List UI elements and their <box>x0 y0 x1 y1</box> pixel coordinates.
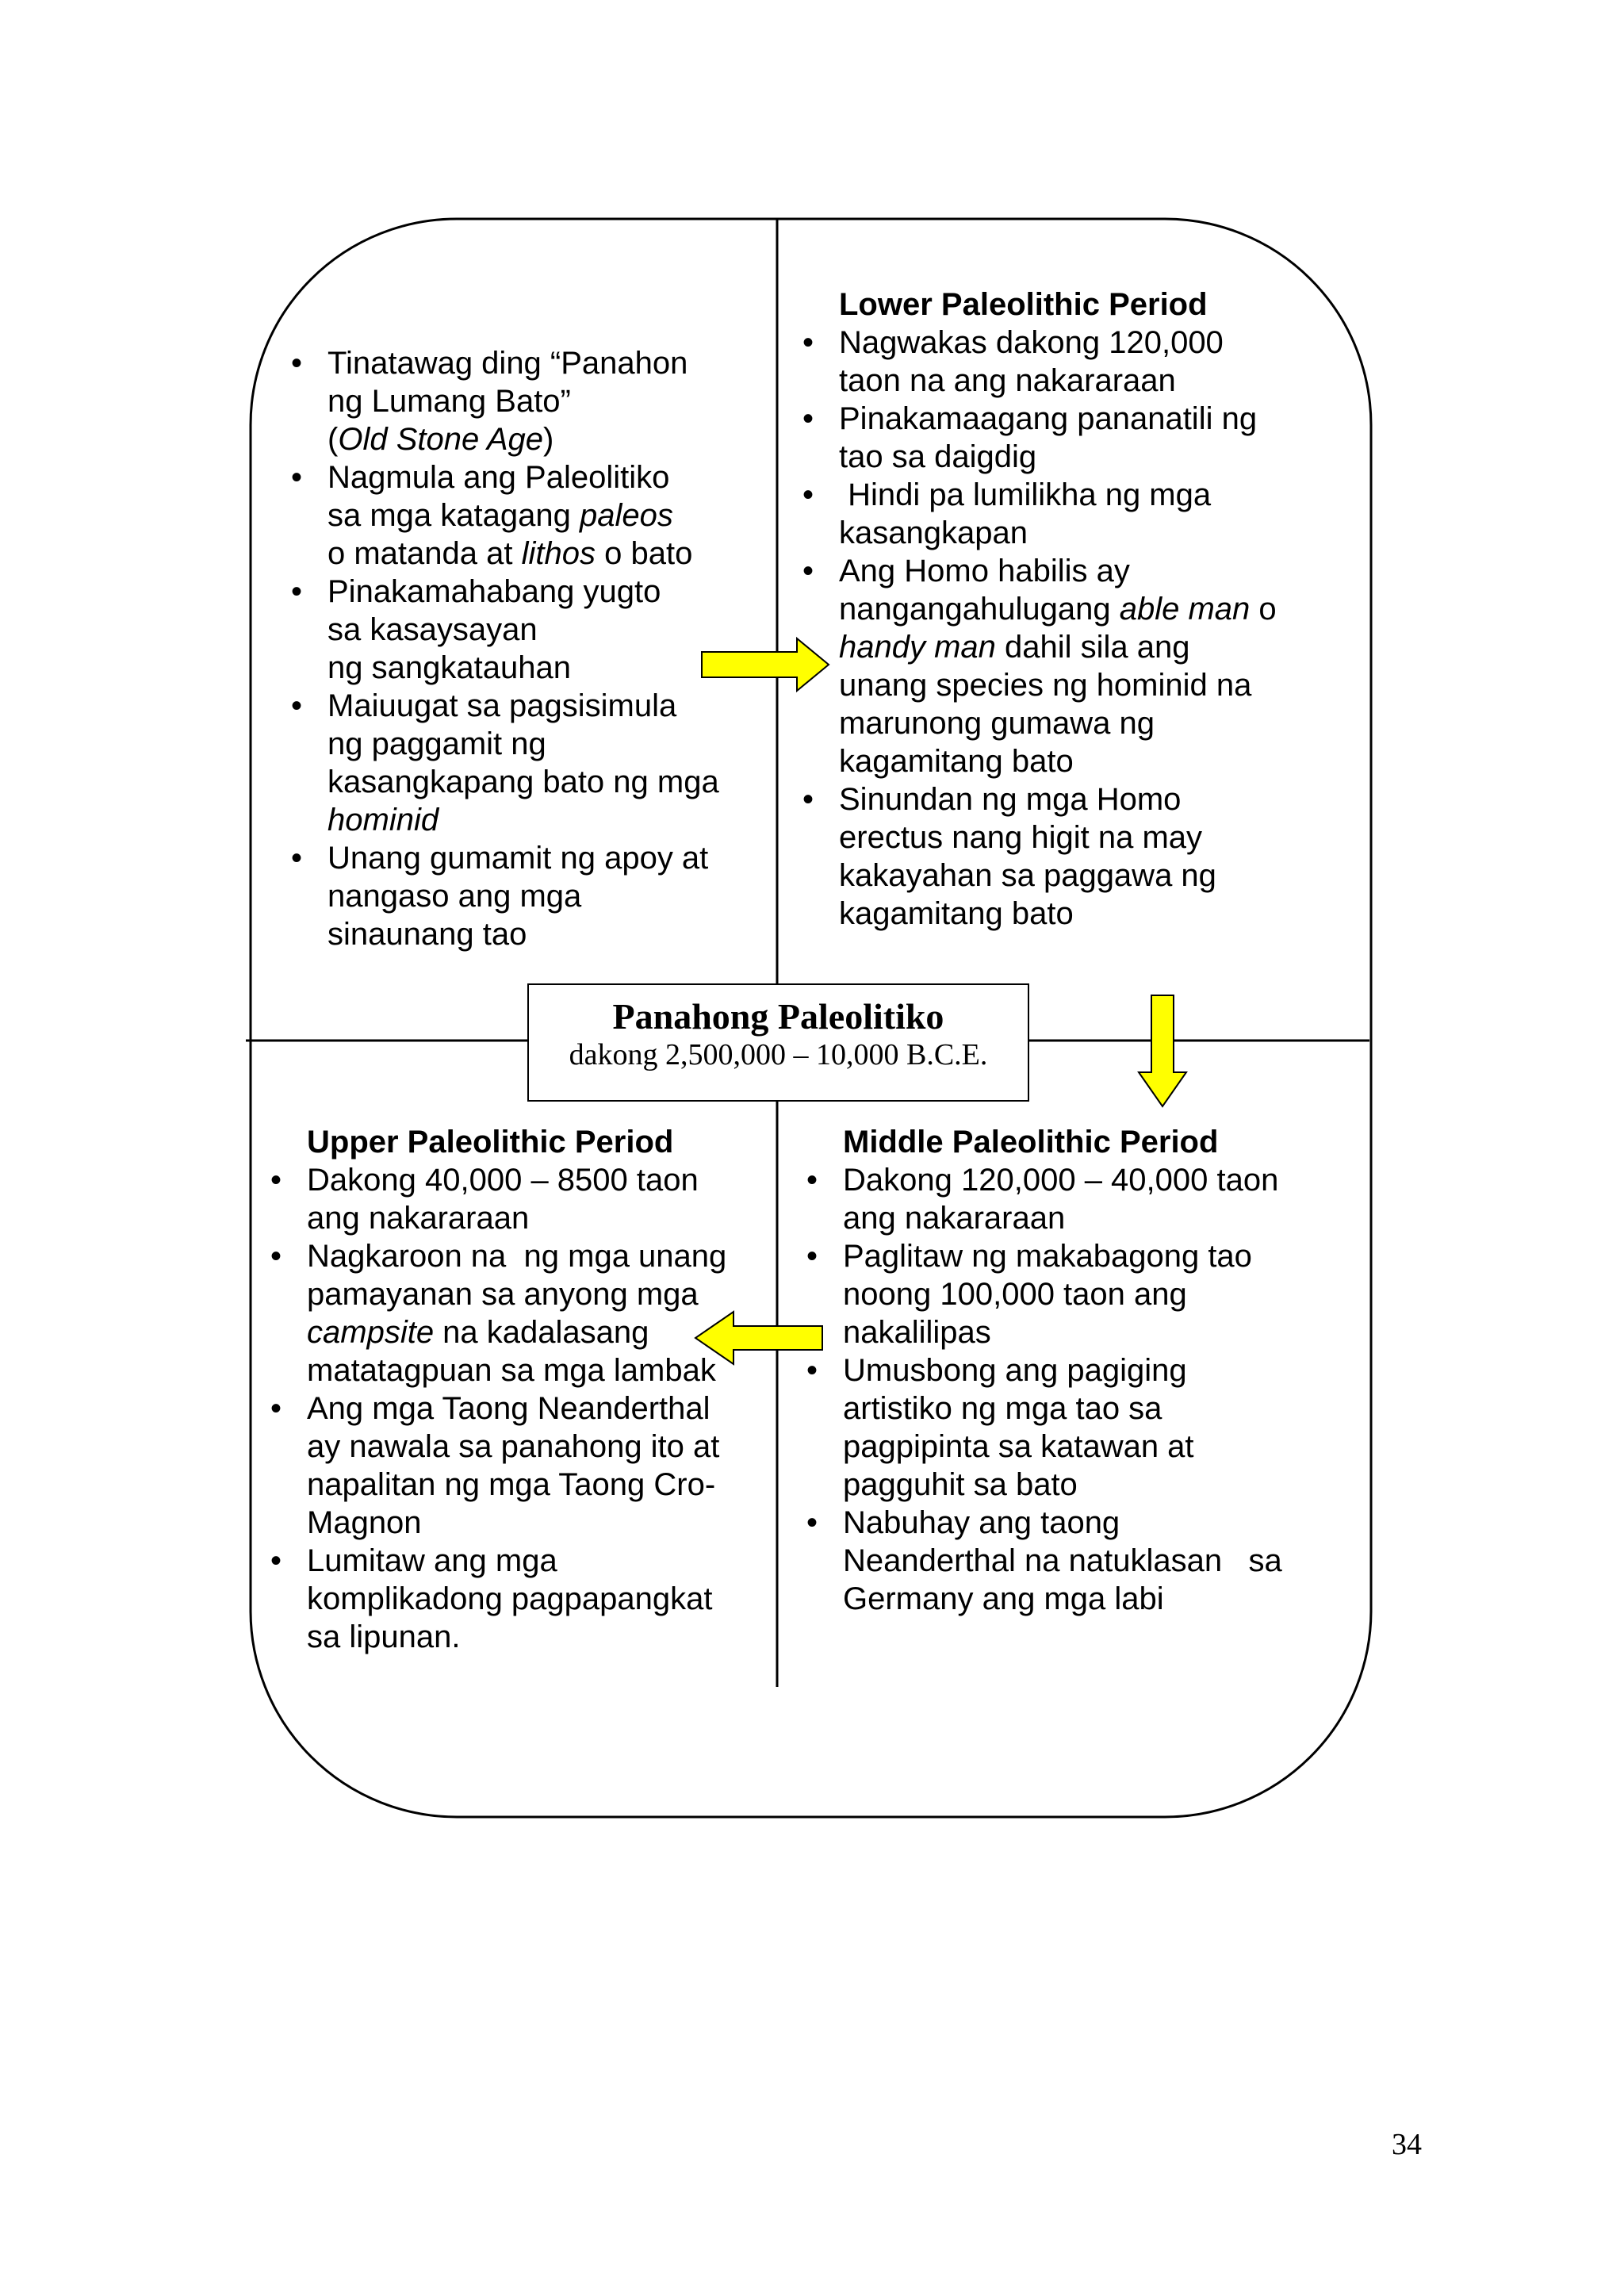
item-line: kagamitang bato <box>839 744 1074 779</box>
page-number: 34 <box>1392 2128 1422 2161</box>
list-item <box>839 476 1358 552</box>
item-line: marunong gumawa ng <box>839 706 1155 741</box>
item-line: pagguhit sa bato <box>843 1467 1078 1502</box>
item-line: kasangkapang bato ng mga <box>327 765 719 799</box>
list-item <box>327 458 759 573</box>
item-line: kagamitang bato <box>839 896 1074 931</box>
list-item <box>327 344 759 458</box>
item-line: Pinakamahabang yugto <box>327 574 661 609</box>
item-line: noong 100,000 taon ang <box>843 1277 1187 1312</box>
item-line: sinaunang tao <box>327 917 527 952</box>
item-line: Ang mga Taong Neanderthal <box>307 1391 710 1426</box>
item-line: Lumitaw ang mga <box>307 1543 557 1578</box>
item-line: Nagkaroon na ng mga unang <box>307 1239 727 1274</box>
item-line: pagpipinta sa katawan at <box>843 1429 1194 1464</box>
item-line: nangaso ang mga <box>327 879 582 914</box>
item-line: kasangkapan <box>839 516 1028 550</box>
list-item <box>843 1237 1362 1351</box>
item-line: ng paggamit ng <box>327 726 546 761</box>
item-line: komplikadong pagpapangkat <box>307 1581 713 1616</box>
item-line: campsite na kadalasang <box>307 1315 649 1350</box>
quadrant-bottom-left <box>270 1123 762 1656</box>
item-line: tao sa daigdig <box>839 439 1037 474</box>
lower-paleolithic-heading: Lower Paleolithic Period <box>839 287 1208 322</box>
item-line: (Old Stone Age) <box>327 422 554 457</box>
item-line: sa mga katagang paleos <box>327 498 673 533</box>
quadrant-top-right <box>802 286 1358 933</box>
item-line: matatagpuan sa mga lambak <box>307 1353 716 1388</box>
item-line: artistiko ng mga tao sa <box>843 1391 1162 1426</box>
item-line: sa kasaysayan <box>327 612 538 647</box>
item-line: Magnon <box>307 1505 422 1540</box>
item-line: napalitan ng mga Taong Cro- <box>307 1467 716 1502</box>
item-line: taon na ang nakararaan <box>839 363 1176 398</box>
item-line: erectus nang higit na may <box>839 820 1203 855</box>
list-item <box>307 1237 762 1389</box>
center-title-box <box>527 983 1029 1102</box>
item-line: ay nawala sa panahong ito at <box>307 1429 720 1464</box>
list-item <box>327 687 759 839</box>
bottom-right-list <box>806 1161 1362 1618</box>
item-line: Neanderthal na natuklasan sa <box>843 1543 1282 1578</box>
item-line: Paglitaw ng makabagong tao <box>843 1239 1252 1274</box>
list-item <box>839 400 1358 476</box>
item-line: o matanda at lithos o bato <box>327 536 693 571</box>
list-item <box>307 1161 762 1237</box>
item-line: ng sangkatauhan <box>327 650 571 685</box>
item-line: Ang Homo habilis ay <box>839 554 1130 588</box>
item-line: unang species ng hominid na <box>839 668 1252 703</box>
item-line: Nabuhay ang taong <box>843 1505 1120 1540</box>
item-line: Maiuugat sa pagsisimula <box>327 688 677 723</box>
item-line: hominid <box>327 803 439 838</box>
item-line: nangangahulugang able man o <box>839 592 1277 627</box>
item-line: Nagwakas dakong 120,000 <box>839 325 1224 360</box>
center-title: Panahong Paleolitiko <box>612 996 944 1037</box>
list-item <box>839 780 1358 933</box>
item-line: ng Lumang Bato” <box>327 384 571 419</box>
upper-paleolithic-heading: Upper Paleolithic Period <box>307 1125 674 1159</box>
item-line: Hindi pa lumilikha ng mga <box>839 477 1212 512</box>
center-subtitle: dakong 2,500,000 – 10,000 B.C.E. <box>569 1038 988 1071</box>
item-line: Dakong 40,000 – 8500 taon <box>307 1163 699 1198</box>
quadrant-bottom-right <box>806 1123 1362 1618</box>
item-line: sa lipunan. <box>307 1619 461 1654</box>
quadrant-top-left <box>291 344 759 953</box>
list-item <box>327 573 759 687</box>
item-line: handy man dahil sila ang <box>839 630 1190 665</box>
item-line: Tinatawag ding “Panahon <box>327 346 688 381</box>
bottom-left-list <box>270 1161 762 1656</box>
item-line: Umusbong ang pagiging <box>843 1353 1187 1388</box>
item-line: Nagmula ang Paleolitiko <box>327 460 670 495</box>
list-item <box>843 1161 1362 1237</box>
item-line: Pinakamaagang pananatili ng <box>839 401 1258 436</box>
item-line: Germany ang mga labi <box>843 1581 1164 1616</box>
list-item <box>839 324 1358 400</box>
list-item <box>307 1542 762 1656</box>
top-right-list <box>802 324 1358 933</box>
item-line: ang nakararaan <box>843 1201 1066 1236</box>
list-item <box>327 839 759 953</box>
item-line: nakalilipas <box>843 1315 991 1350</box>
item-line: pamayanan sa anyong mga <box>307 1277 699 1312</box>
item-line: Dakong 120,000 – 40,000 taon <box>843 1163 1279 1198</box>
middle-paleolithic-heading: Middle Paleolithic Period <box>843 1125 1219 1159</box>
list-item <box>843 1504 1362 1618</box>
list-item <box>307 1389 762 1542</box>
list-item <box>843 1351 1362 1504</box>
item-line: ang nakararaan <box>307 1201 530 1236</box>
list-item <box>839 552 1358 780</box>
item-line: kakayahan sa paggawa ng <box>839 858 1216 893</box>
item-line: Unang gumamit ng apoy at <box>327 841 709 876</box>
arrow-down-icon <box>1139 995 1186 1106</box>
top-left-list <box>291 344 759 953</box>
item-line: Sinundan ng mga Homo <box>839 782 1182 817</box>
